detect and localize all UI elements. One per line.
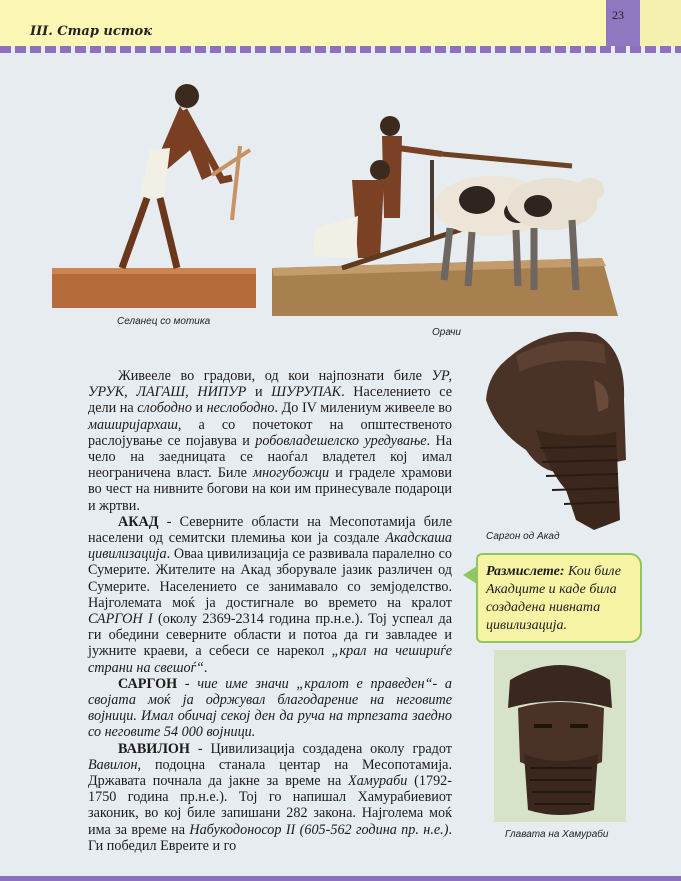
sargon-caption: Саргон од Акад [486,531,560,542]
sargon-head-image [476,320,631,530]
hammurabi-head-image [494,650,626,822]
header-divider [0,46,681,53]
paragraph-akkad: АКАД - Северните области на Месопотамија биле населени од семитски племиња кои ја создале Акадскаша цивилизација. Оваа цивилизација се развивала паралелно со Сумерите. Жителите на Акад зборувале јазик различен од Сумерите. Населението се занимавало со земјоделство. Најголемата моќ ја достигнале во времето на кралот САРГОН I (околу 2369-2314 година пр.н.е.). Тој успеал да ги обедини северните области и потоа да ги завладее и јужните краеви, а себеси се нарекол „крал на чешириѓе страни на свешоѓ“. [88,513,452,676]
header-margin [640,0,681,46]
peasant-statue-image [52,80,258,310]
section-title: III. Стар исток [30,24,153,39]
callout-question: Кои биле Акадците и каде била создадена нивната цивилизација. [486,564,622,633]
page-header [0,0,606,46]
hammurabi-caption: Главата на Хамураби [505,829,609,840]
callout-label: Размислете: [486,564,565,579]
footer-bar [0,876,681,881]
paragraph-babylon: ВАВИЛОН - Цивилизација создадена околу градот Вавилон, подоцна станала центар на Месопотамија. Државата почнала да јакне за време на Хамураби (1792-1750 година пр.н.е.). Тој го напишал Хамурабиевиот законик, во кој биле запишани 282 закона. Најголема моќ има за време на Набукодоносор II (605-562 година пр. н.е.). Ги победил Евреите и го [88,740,452,854]
callout-pointer [463,566,477,584]
paragraph-sargon: САРГОН - чие име значи „кралот е праведен“- а својата моќ ја одржувал благодарение на неговите војници. Имал обичај секој ден да руча на трпезата заедно со неговите 54 000 војници. [88,675,452,741]
main-text [88,368,452,854]
paragraph-cities: Живееле во градови, од кои најпознати биле УР, УРУК, ЛАГАШ, НИПУР и ШУРУПАК. Населението се дели на слободно и неслободно. До IV милениум живееле во маширијархаш, а со почетокот на општественото раслојување се појавува и робовладешелско уредување. На чело на заедницата се наоѓал владетел кој имал неограничена власт. Биле многубожци и граделе храмови во чест на нивните богови на кои им принесувале подароци и жртви. [88,368,453,514]
plowmen-statue-image [272,108,620,320]
plowmen-caption: Орачи [432,327,461,338]
think-about-it-box [476,553,642,643]
page-number: 23 [612,8,624,22]
callout-text [486,563,634,635]
page-number-tab [606,0,640,46]
peasant-caption: Селанец со мотика [117,316,211,327]
